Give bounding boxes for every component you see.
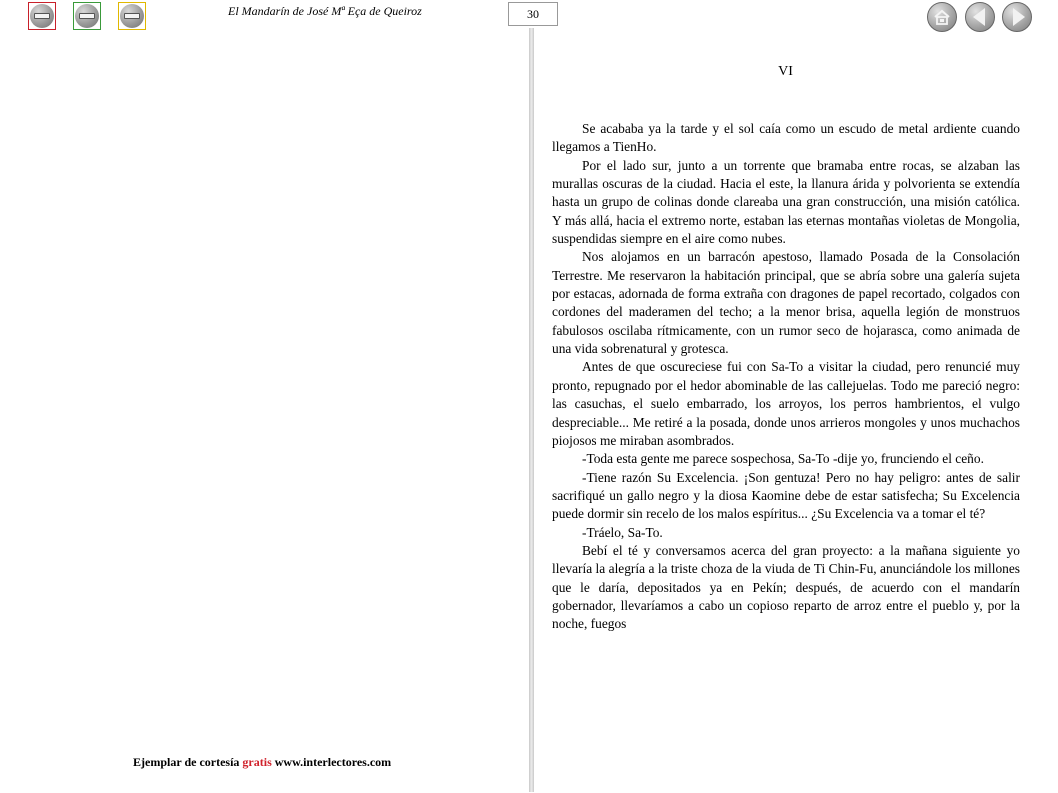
chapter-heading: VI xyxy=(778,64,793,79)
arrow-right-icon xyxy=(1013,8,1025,26)
minus-button-green[interactable] xyxy=(73,2,101,30)
courtesy-footer xyxy=(133,755,391,770)
minus-icon xyxy=(30,4,54,28)
paragraph: Por el lado sur, junto a un torrente que bramaba entre rocas, se alzaban las murallas oscuras de la ciudad. Hacia el este, la llanura árida y polvorienta se extendía hasta un grupo de colinas donde clareaba una gran construcción, una misión católica. Y más allá, hacia el extremo norte, estaban las eternas montañas violetas de Mongolia, suspendidas siempre en el aire como nubes. xyxy=(552,157,1020,247)
previous-page-button[interactable] xyxy=(965,2,995,32)
next-page-button[interactable] xyxy=(1002,2,1032,32)
minus-icon xyxy=(120,4,144,28)
minus-icon xyxy=(75,4,99,28)
paragraph: -Tiene razón Su Excelencia. ¡Son gentuza! Pero no hay peligro: antes de salir sacrifiqué un gallo negro y la diosa Kaomine debe de estar satisfecha; Su Excelencia puede dormir sin recelo de los malos espíritus... ¿Su Excelencia va a tomar el té? xyxy=(552,469,1020,522)
minus-button-yellow[interactable] xyxy=(118,2,146,30)
home-icon xyxy=(932,7,952,27)
paragraph: Bebí el té y conversamos acerca del gran proyecto: a la mañana siguiente yo llevaría la alegría a la triste choza de la viuda de Ti Chin-Fu, anunciándole los millones que le daría, depositados ya en Pekín; después, de acuerdo con el mandarín gobernador, llevaríamos a cabo un copioso reparto de arroz entre el pueblo y, por la noche, fuegos xyxy=(552,542,1020,632)
footer-prefix: Ejemplar de cortesía xyxy=(133,755,240,769)
page-number: 30 xyxy=(508,2,558,26)
paragraph: -Tráelo, Sa-To. xyxy=(582,524,663,540)
paragraph: Antes de que oscureciese fui con Sa-To a visitar la ciudad, pero renuncié muy pronto, repugnado por el hedor abominable de las callejuelas. Todo me pareció negro: las casuchas, el suelo embarrado, los arroyos, los perros hambrientos, el vulgo despreciable... Me retiré a la posada, donde unos arrieros mongoles y unos muchachos piojosos me miraban asombrados. xyxy=(552,359,1020,448)
paragraph: Se acababa ya la tarde y el sol caía como un escudo de metal ardiente cuando llegamos a TienHo. xyxy=(552,121,1020,155)
home-button[interactable] xyxy=(927,2,957,32)
chapter-body xyxy=(552,120,1020,634)
footer-gratis: gratis xyxy=(242,755,272,769)
paragraph: Nos alojamos en un barracón apestoso, llamado Posada de la Consolación Terrestre. Me reservaron la habitación principal, que se abría sobre una galería sujeta por estacas, adornada de forma extraña con dragones de papel recortado, colgados con cordones del maderamen del techo; a la menor brisa, aquella legión de monstruos fabulosos oscilaba rítmicamente, con un rumor seco de hojarasca, como animada de una vida sobrenatural y grotesca. xyxy=(552,249,1020,357)
book-title: El Mandarín de José Mª Eça de Queiroz xyxy=(228,4,422,18)
paragraph: -Toda esta gente me parece sospechosa, Sa-To -dije yo, frunciendo el ceño. xyxy=(582,451,984,467)
footer-url[interactable]: www.interlectores.com xyxy=(274,755,392,769)
book-spine xyxy=(529,28,534,792)
arrow-left-icon xyxy=(973,8,985,26)
minus-button-red[interactable] xyxy=(28,2,56,30)
